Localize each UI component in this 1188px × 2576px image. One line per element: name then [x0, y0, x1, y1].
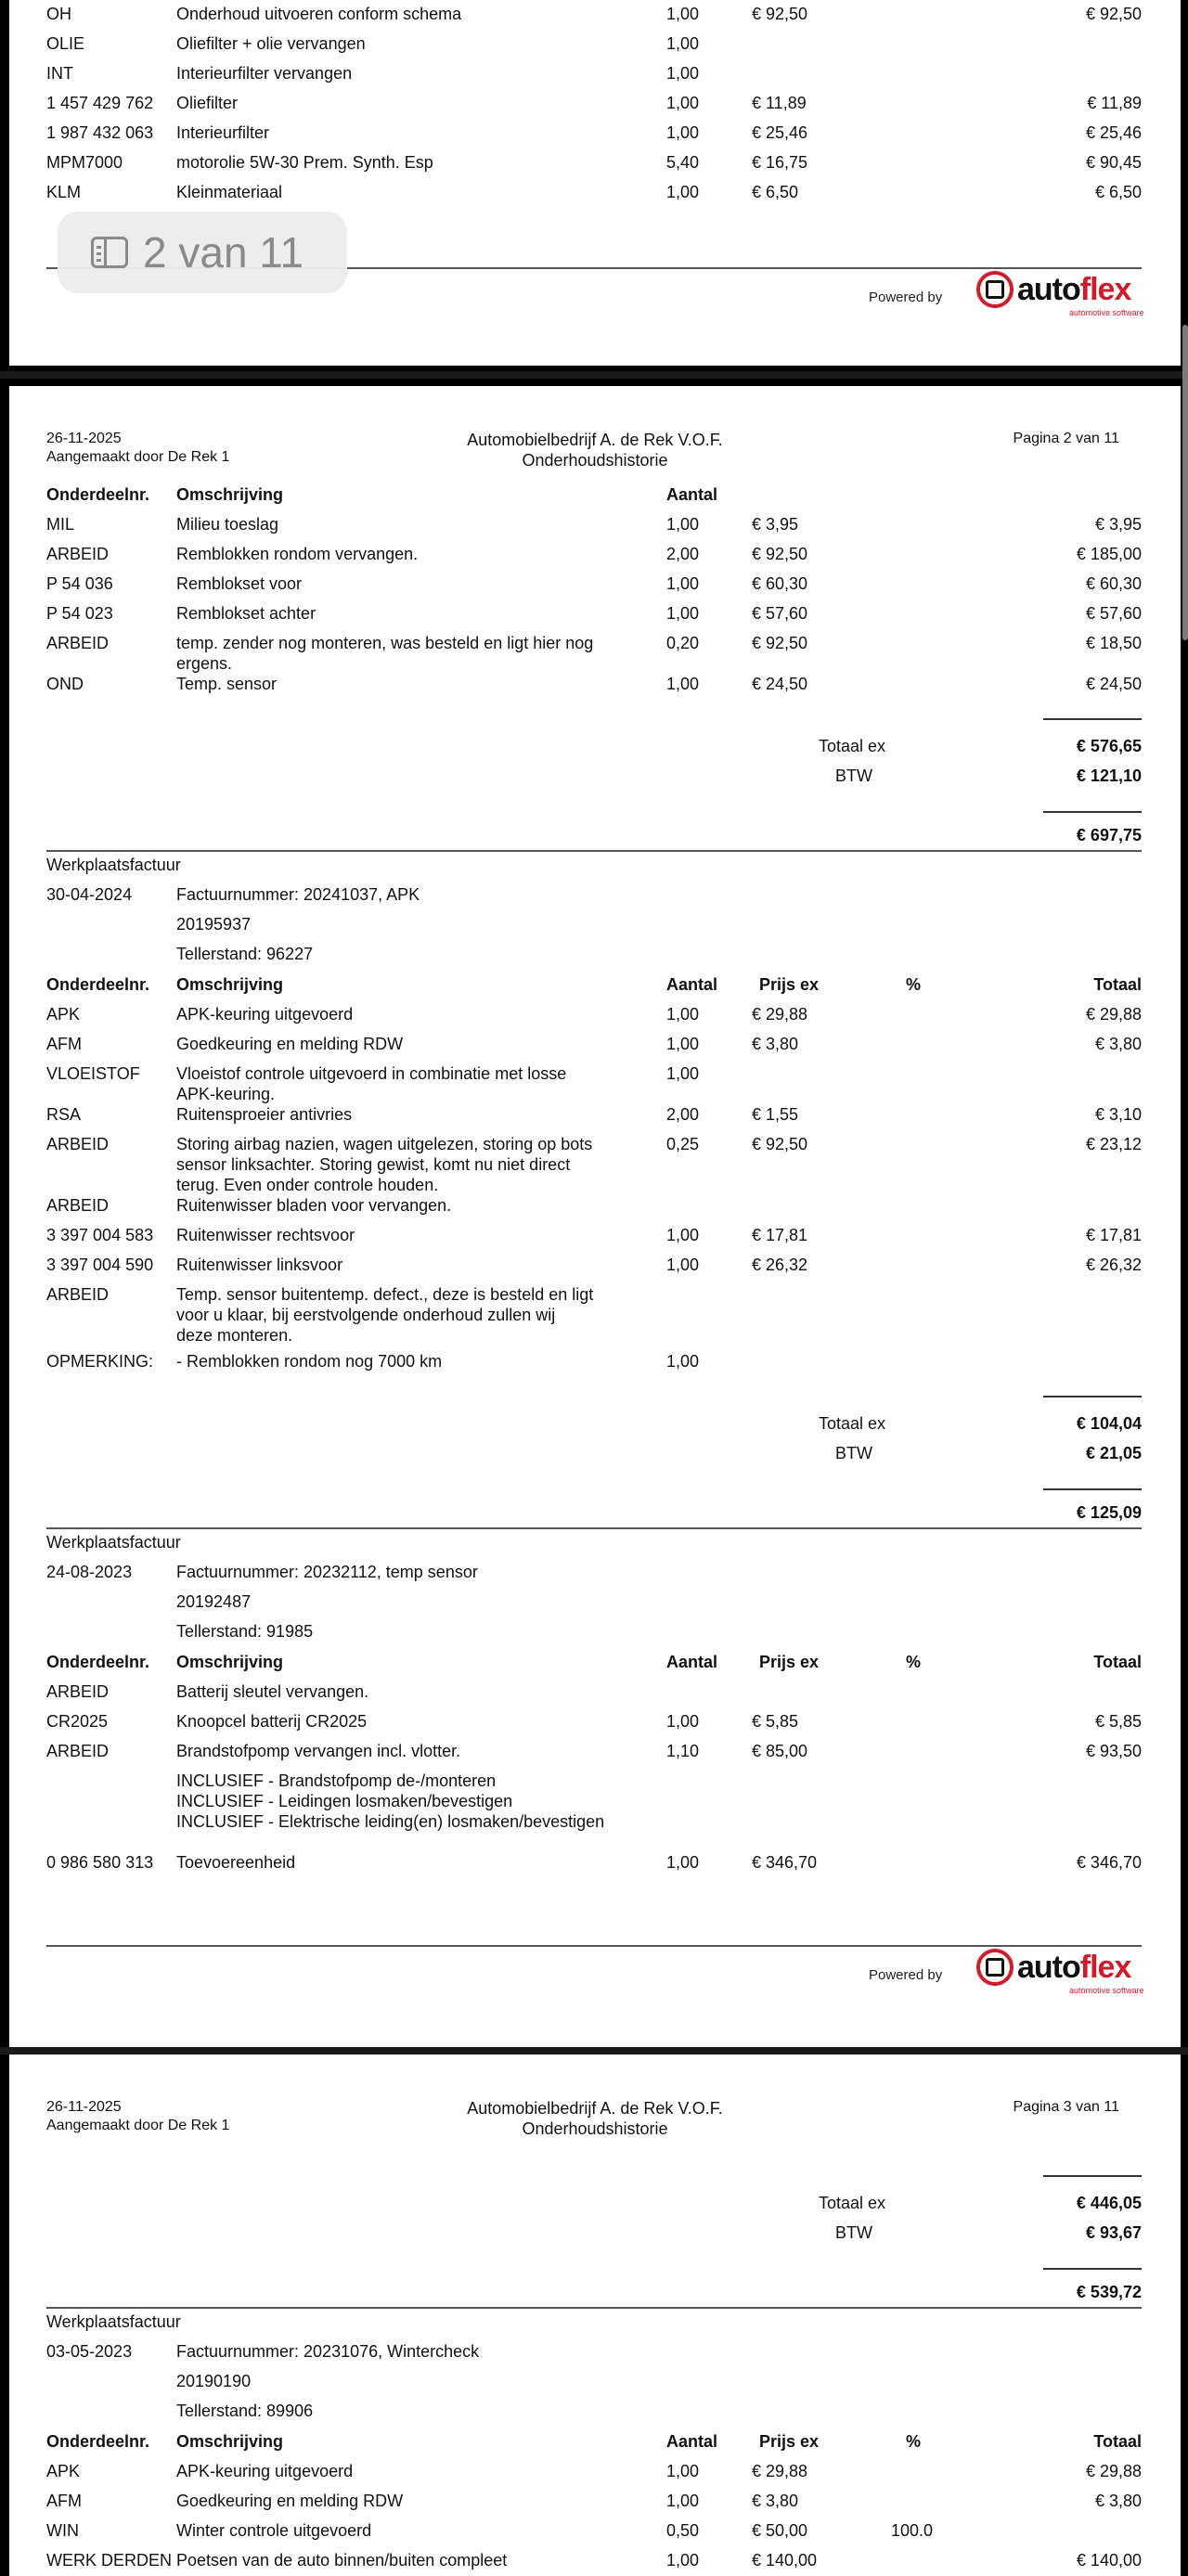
page-header [9, 386, 1181, 475]
totaal-ex-label: Totaal ex [819, 737, 886, 755]
table-row: WIN Winter controle uitgevoerd 0,50 € 50,00 100.0 [46, 2521, 934, 2540]
pdf-page-3 [9, 2054, 1181, 2576]
table-row: WERK DERDEN Poetsen van de auto binnen/buiten compleet 1,00 € 140,00 € 140,00 [46, 2551, 1142, 2570]
invoice-type: Werkplaatsfactuur [46, 856, 181, 874]
table-header: Onderdeelnr. Omschrijving Aantal Prijs ex % Totaal [46, 1653, 1142, 1671]
print-date: 26-11-2025 [46, 2099, 122, 2115]
table-row: ARBEID Ruitenwisser bladen voor vervangen. [46, 1196, 452, 1215]
author: Aangemaakt door De Rek 1 [46, 2118, 230, 2133]
btw-label: BTW [835, 766, 872, 785]
table-row: RSA Ruitensproeier antivries 2,00 € 1,55 € 3,10 [46, 1105, 1142, 1124]
company-name: Automobielbedrijf A. de Rek V.O.F. [467, 431, 723, 449]
autoflex-logo-icon [976, 1949, 1014, 1986]
invoice-divider [46, 850, 1142, 852]
autoflex-logo: autoflex automotive software [976, 271, 1130, 308]
table-row: ARBEID Remblokken rondom vervangen. 2,00 € 92,50 € 185,00 [46, 545, 1142, 563]
table-row: ARBEID Brandstofpomp vervangen incl. vlotter. 1,10 € 85,00 € 93,50 [46, 1742, 1142, 1760]
table-row: P 54 023 Remblokset achter 1,00 € 57,60 € 57,60 [46, 604, 1142, 623]
totaal-ex-label: Totaal ex [819, 1414, 886, 1433]
pdf-page-1 [9, 0, 1181, 366]
table-row: APK APK-keuring uitgevoerd 1,00 € 29,88 € 29,88 [46, 2462, 1142, 2480]
subtotal-line [1043, 1396, 1142, 1397]
table-row: ARBEID temp. zender nog monteren, was besteld en ligt hier nog ergens. 0,20 € 92,50 € 18,50 [46, 634, 1142, 673]
odometer: Tellerstand: 89906 [176, 2402, 314, 2420]
totaal-ex-label: Totaal ex [819, 2194, 886, 2212]
powered-by-label: Powered by [869, 290, 943, 305]
table-row: ARBEID Storing airbag nazien, wagen uitgelezen, storing op bots sensor linksachter. Storing gewist, komt nu niet direct terug. Even onder controle houden. 0,25 € 92,50 € 23,12 [46, 1135, 1142, 1194]
page-thumbnail-icon [91, 237, 128, 268]
table-row: 0 986 580 313 Toevoereenheid 1,00 € 346,70 € 346,70 [46, 1853, 1142, 1872]
table-header: Onderdeelnr. Omschrijving Aantal Prijs ex % Totaal [46, 975, 1142, 994]
table-row: 1 987 432 063 Interieurfilter 1,00 € 25,46 € 25,46 [46, 123, 1142, 142]
page-header [9, 2054, 1181, 2144]
totaal-ex-value: € 446,05 [1076, 2194, 1142, 2212]
table-row: OND Temp. sensor 1,00 € 24,50 € 24,50 [46, 675, 1142, 693]
divider [46, 1945, 1142, 1947]
invoice-divider [46, 2307, 1142, 2309]
total-incl-value: € 697,75 [1076, 826, 1142, 844]
totaal-ex-value: € 576,65 [1076, 737, 1142, 755]
author: Aangemaakt door De Rek 1 [46, 449, 230, 465]
invoice-code: 20190190 [176, 2372, 252, 2390]
invoice-type: Werkplaatsfactuur [46, 1533, 181, 1552]
invoice-type: Werkplaatsfactuur [46, 2312, 181, 2331]
total-line [1043, 1488, 1142, 1490]
table-row: 3 397 004 583 Ruitenwisser rechtsvoor 1,00 € 17,81 € 17,81 [46, 1226, 1142, 1244]
company-name: Automobielbedrijf A. de Rek V.O.F. [467, 2099, 723, 2118]
table-row: INCLUSIEF - Brandstofpomp de-/monteren INCLUSIEF - Leidingen losmaken/bevestigen INCLUSIEF - Elektrische leiding(en) losmaken/bevestigen [176, 1771, 605, 1831]
invoice-number: Factuurnummer: 20241037, APK [176, 885, 420, 904]
btw-value: € 93,67 [1085, 2223, 1142, 2242]
odometer: Tellerstand: 96227 [176, 945, 314, 963]
total-incl-value: € 125,09 [1076, 1503, 1142, 1522]
scrollbar[interactable] [1182, 325, 1188, 640]
btw-value: € 121,10 [1076, 766, 1142, 785]
page-number: Pagina 3 van 11 [1013, 2099, 1119, 2115]
invoice-number: Factuurnummer: 20231076, Wintercheck [176, 2342, 480, 2361]
table-row: MIL Milieu toeslag 1,00 € 3,95 € 3,95 [46, 515, 1142, 534]
invoice-code: 20195937 [176, 915, 252, 934]
pdf-page-2 [9, 386, 1181, 2047]
subtotal-line [1043, 718, 1142, 720]
invoice-divider [46, 1527, 1142, 1529]
autoflex-logo: autoflex automotive software [976, 1949, 1130, 1986]
table-row: CR2025 Knoopcel batterij CR2025 1,00 € 5,85 € 5,85 [46, 1712, 1142, 1731]
subtotal-line [1043, 2175, 1142, 2177]
table-row: ARBEID Temp. sensor buitentemp. defect., deze is besteld en ligt voor u klaar, bij eerstvolgende onderhoud zullen wij deze monteren. [46, 1285, 594, 1345]
total-incl-value: € 539,72 [1076, 2283, 1142, 2301]
odometer: Tellerstand: 91985 [176, 1622, 314, 1641]
page-separator [0, 2047, 1188, 2054]
total-line [1043, 2268, 1142, 2270]
table-row: OH Onderhoud uitvoeren conform schema 1,00 € 92,50 € 92,50 [46, 5, 1142, 23]
table-row: OLIE Oliefilter + olie vervangen 1,00 [46, 34, 700, 53]
table-row: 3 397 004 590 Ruitenwisser linksvoor 1,00 € 26,32 € 26,32 [46, 1256, 1142, 1274]
table-row: P 54 036 Remblokset voor 1,00 € 60,30 € 60,30 [46, 574, 1142, 593]
print-date: 26-11-2025 [46, 431, 122, 446]
invoice-date: 30-04-2024 [46, 885, 133, 904]
table-header: Onderdeelnr. Omschrijving Aantal Prijs ex % Totaal [46, 2432, 1142, 2451]
totaal-ex-value: € 104,04 [1076, 1414, 1142, 1433]
table-row: MPM7000 motorolie 5W-30 Prem. Synth. Esp 5,40 € 16,75 € 90,45 [46, 153, 1142, 172]
table-row: ARBEID Batterij sleutel vervangen. [46, 1682, 369, 1701]
invoice-code: 20192487 [176, 1592, 252, 1611]
invoice-date: 24-08-2023 [46, 1563, 133, 1581]
table-row: AFM Goedkeuring en melding RDW 1,00 € 3,80 € 3,80 [46, 1035, 1142, 1053]
btw-label: BTW [835, 2223, 872, 2242]
invoice-number: Factuurnummer: 20232112, temp sensor [176, 1563, 478, 1581]
invoice-date: 03-05-2023 [46, 2342, 133, 2361]
btw-label: BTW [835, 1444, 872, 1462]
table-row: AFM Goedkeuring en melding RDW 1,00 € 3,80 € 3,80 [46, 2492, 1142, 2510]
table-row: INT Interieurfilter vervangen 1,00 [46, 64, 700, 83]
total-line [1043, 811, 1142, 813]
page-separator [0, 371, 1188, 379]
table-row: APK APK-keuring uitgevoerd 1,00 € 29,88 € 29,88 [46, 1005, 1142, 1024]
table-row: OPMERKING: - Remblokken rondom nog 7000 km 1,00 [46, 1352, 700, 1371]
document-title: Onderhoudshistorie [522, 2119, 668, 2138]
page-indicator-text: 2 van 11 [143, 228, 304, 277]
btw-value: € 21,05 [1085, 1444, 1142, 1462]
autoflex-logo-icon [976, 271, 1014, 308]
page-indicator[interactable] [58, 212, 347, 293]
powered-by-label: Powered by [869, 1967, 943, 1983]
table-row: 1 457 429 762 Oliefilter 1,00 € 11,89 € 11,89 [46, 94, 1142, 112]
document-title: Onderhoudshistorie [522, 451, 668, 470]
table-row: KLM Kleinmateriaal 1,00 € 6,50 € 6,50 [46, 183, 1142, 201]
page-number: Pagina 2 van 11 [1013, 431, 1119, 446]
table-row: VLOEISTOF Vloeistof controle uitgevoerd in combinatie met losse APK-keuring. 1,00 [46, 1064, 700, 1103]
table-header: Onderdeelnr. Omschrijving Aantal [46, 485, 718, 504]
